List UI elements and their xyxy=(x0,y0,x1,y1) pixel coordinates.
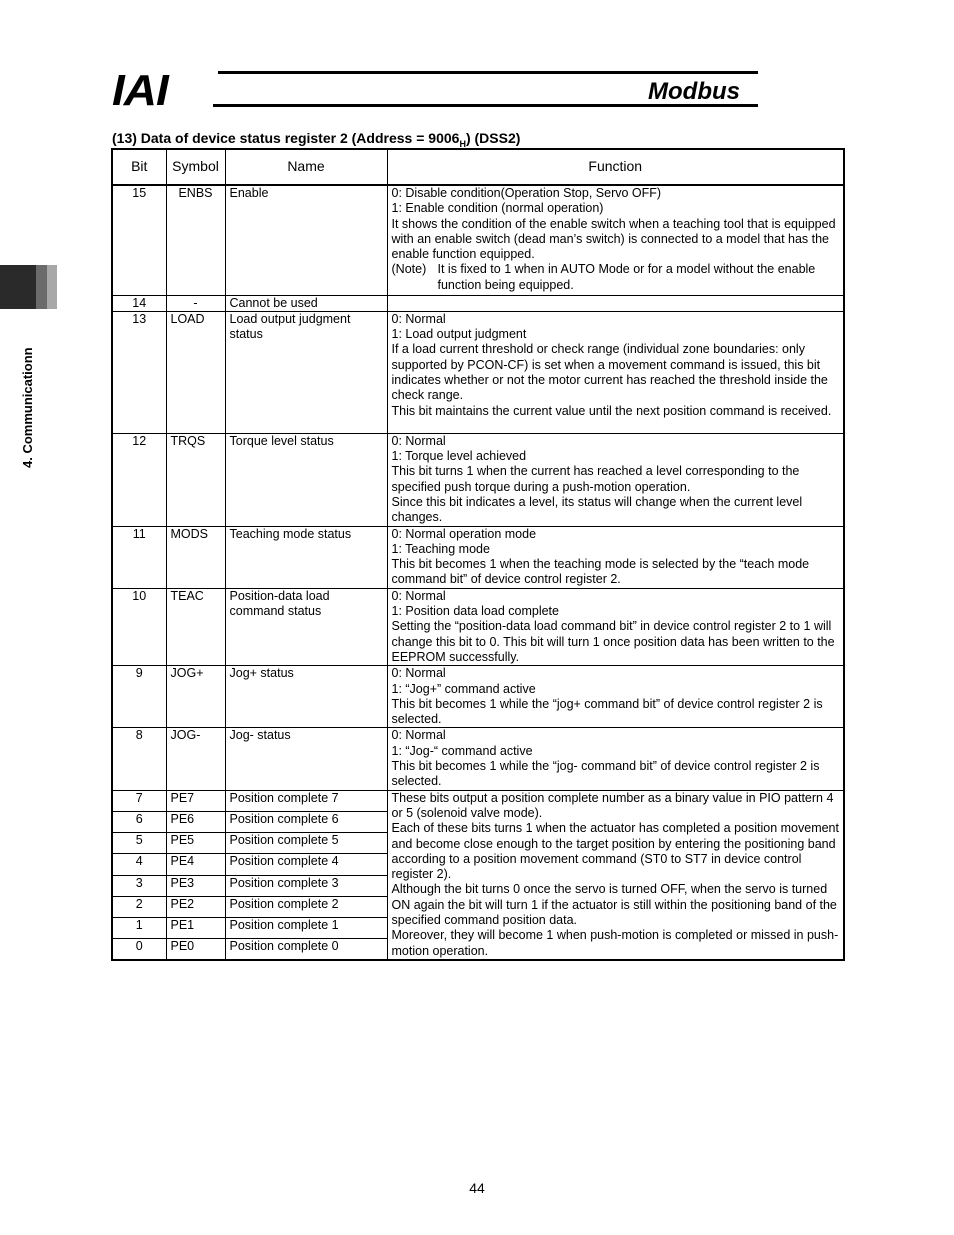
function-line: 0: Normal operation mode xyxy=(391,526,537,541)
header-rule-top xyxy=(218,71,758,74)
table-row xyxy=(112,433,844,526)
function-line: If a load current threshold or check range (individual zone boundaries: only supported by PCON-CF) is set when a movement command is issued, this bit indicates whether or not the motor current has reached the threshold inside the check range. xyxy=(391,342,828,403)
note-continuation: function being equipped. xyxy=(437,277,574,292)
function-line: Moreover, they will become 1 when push-motion is completed or missed in push-motion operation. xyxy=(391,928,839,958)
name-cell: Position complete 0 xyxy=(225,939,387,960)
function-line: 1: “Jog+” command active xyxy=(391,681,536,696)
function-line: This bit becomes 1 while the “jog- command bit” of device control register 2 is selected. xyxy=(391,759,820,789)
bit-cell: 9 xyxy=(112,666,166,728)
bit-cell: 6 xyxy=(112,811,166,832)
symbol-cell: PE2 xyxy=(166,896,225,917)
name-cell: Position complete 4 xyxy=(225,854,387,875)
bit-cell: 7 xyxy=(112,790,166,811)
function-line: These bits output a position complete number as a binary value in PIO pattern 4 or 5 (solenoid valve mode). xyxy=(391,790,834,820)
bit-cell: 13 xyxy=(112,311,166,433)
table-row xyxy=(112,588,844,665)
table-row xyxy=(112,526,844,588)
bit-cell: 4 xyxy=(112,854,166,875)
name-cell: Enable xyxy=(225,185,387,295)
function-cell xyxy=(387,526,844,588)
symbol-cell: TEAC xyxy=(166,588,225,665)
bit-cell: 3 xyxy=(112,875,166,896)
function-line: 1: Teaching mode xyxy=(391,541,490,556)
name-cell: Jog- status xyxy=(225,728,387,790)
table-heading: (13) Data of device status register 2 (Address = $9006_H$) (DSS2) xyxy=(112,130,521,149)
page-number: 44 xyxy=(469,1180,485,1196)
function-line: 0: Normal xyxy=(391,666,446,681)
name-cell: Position complete 3 xyxy=(225,875,387,896)
name-cell: Torque level status xyxy=(225,433,387,526)
function-cell xyxy=(387,311,844,433)
table-row xyxy=(112,185,844,295)
section-title: Modbus xyxy=(648,78,740,105)
bit-cell: 5 xyxy=(112,833,166,854)
symbol-cell: PE1 xyxy=(166,917,225,938)
symbol-cell: PE7 xyxy=(166,790,225,811)
symbol-cell: TRQS xyxy=(166,433,225,526)
function-cell xyxy=(387,790,844,960)
function-line: 1: Enable condition (normal operation) xyxy=(391,201,604,216)
function-line: This bit maintains the current value until the next position command is received. xyxy=(391,403,832,418)
name-cell: Position complete 2 xyxy=(225,896,387,917)
symbol-cell: JOG+ xyxy=(166,666,225,728)
function-line: 1: Load output judgment xyxy=(391,327,527,342)
name-cell: Position complete 7 xyxy=(225,790,387,811)
function-line: It shows the condition of the enable switch when a teaching tool that is equipped with an enable switch (dead man’s switch) is connected to a model that has the enable function equipped. xyxy=(391,216,836,262)
function-line: 0: Normal xyxy=(391,728,446,743)
function-line: This bit becomes 1 when the teaching mode is selected by the “teach mode command bit” of device control register 2. xyxy=(391,557,810,587)
function-line: 1: Torque level achieved xyxy=(391,449,527,464)
table-row xyxy=(112,311,844,433)
chapter-tab-marker-light xyxy=(47,265,57,309)
col-header-bit: Bit xyxy=(112,149,166,185)
bit-cell: 2 xyxy=(112,896,166,917)
col-header-function: Function xyxy=(387,149,844,185)
symbol-cell: JOG- xyxy=(166,728,225,790)
status-register-table xyxy=(111,148,845,961)
table-header-row xyxy=(112,149,844,185)
bit-cell: 1 xyxy=(112,917,166,938)
chapter-side-label: 4. Communicationn xyxy=(20,347,35,468)
function-line: 0: Normal xyxy=(391,433,446,448)
function-line: 0: Normal xyxy=(391,588,446,603)
symbol-cell: PE3 xyxy=(166,875,225,896)
bit-cell: 0 xyxy=(112,939,166,960)
table-row xyxy=(112,728,844,790)
chapter-tab-marker-shade xyxy=(36,265,47,309)
symbol-cell: - xyxy=(166,295,225,311)
function-line: Since this bit indicates a level, its status will change when the current level changes. xyxy=(391,494,803,525)
bit-cell: 11 xyxy=(112,526,166,588)
iai-logo: IAI xyxy=(112,65,168,115)
chapter-tab-marker xyxy=(0,265,36,309)
bit-cell: 15 xyxy=(112,185,166,295)
function-cell xyxy=(387,666,844,728)
note-text: It is fixed to 1 when in AUTO Mode or for a model without the enable xyxy=(437,262,816,277)
name-cell: Position complete 6 xyxy=(225,811,387,832)
note xyxy=(392,262,840,277)
bit-cell: 12 xyxy=(112,433,166,526)
symbol-cell: ENBS xyxy=(166,185,225,295)
bit-cell: 10 xyxy=(112,588,166,665)
function-line: 0: Disable condition(Operation Stop, Servo OFF) xyxy=(391,186,662,200)
symbol-cell: MODS xyxy=(166,526,225,588)
function-cell xyxy=(387,728,844,790)
function-cell xyxy=(387,295,844,311)
col-header-symbol: Symbol xyxy=(166,149,225,185)
name-cell: Jog+ status xyxy=(225,666,387,728)
bit-cell: 14 xyxy=(112,295,166,311)
name-cell: Position complete 1 xyxy=(225,917,387,938)
table-row xyxy=(112,790,844,811)
symbol-cell: PE0 xyxy=(166,939,225,960)
symbol-cell: PE6 xyxy=(166,811,225,832)
symbol-cell: PE4 xyxy=(166,854,225,875)
note-label: (Note) xyxy=(391,262,427,277)
name-cell: Position complete 5 xyxy=(225,833,387,854)
name-cell: Teaching mode status xyxy=(225,526,387,588)
function-line: Each of these bits turns 1 when the actuator has completed a position movement and become close enough to the target position by entering the positioning band according to a position movement command (ST0 to ST7 in device control register 2). xyxy=(391,821,839,882)
function-line: This bit becomes 1 while the “jog+ command bit” of device control register 2 is selected. xyxy=(391,696,823,727)
name-cell: Load output judgment status xyxy=(225,311,387,433)
function-cell xyxy=(387,588,844,665)
name-cell: Cannot be used xyxy=(225,295,387,311)
table-row xyxy=(112,295,844,311)
function-line: 1: “Jog-“ command active xyxy=(391,743,533,758)
symbol-cell: PE5 xyxy=(166,833,225,854)
function-line: This bit turns 1 when the current has reached a level corresponding to the specified push torque during a push-motion operation. xyxy=(391,464,800,494)
function-line: Setting the “position-data load command bit” in device control register 2 to 1 will change this bit to 0. This bit will turn 1 once position data has been written to the EEPROM successfully. xyxy=(391,619,835,664)
function-line: Although the bit turns 0 once the servo is turned OFF, when the servo is turned ON again the bit will turn 1 if the actuator is still within the positioning band of the specified command position data. xyxy=(391,882,837,927)
function-line: 1: Position data load complete xyxy=(391,604,559,619)
function-cell xyxy=(387,185,844,295)
function-cell xyxy=(387,433,844,526)
bit-cell: 8 xyxy=(112,728,166,790)
symbol-cell: LOAD xyxy=(166,311,225,433)
function-line: 0: Normal xyxy=(391,311,446,326)
table-row xyxy=(112,666,844,728)
col-header-name: Name xyxy=(225,149,387,185)
name-cell: Position-data load command status xyxy=(225,588,387,665)
